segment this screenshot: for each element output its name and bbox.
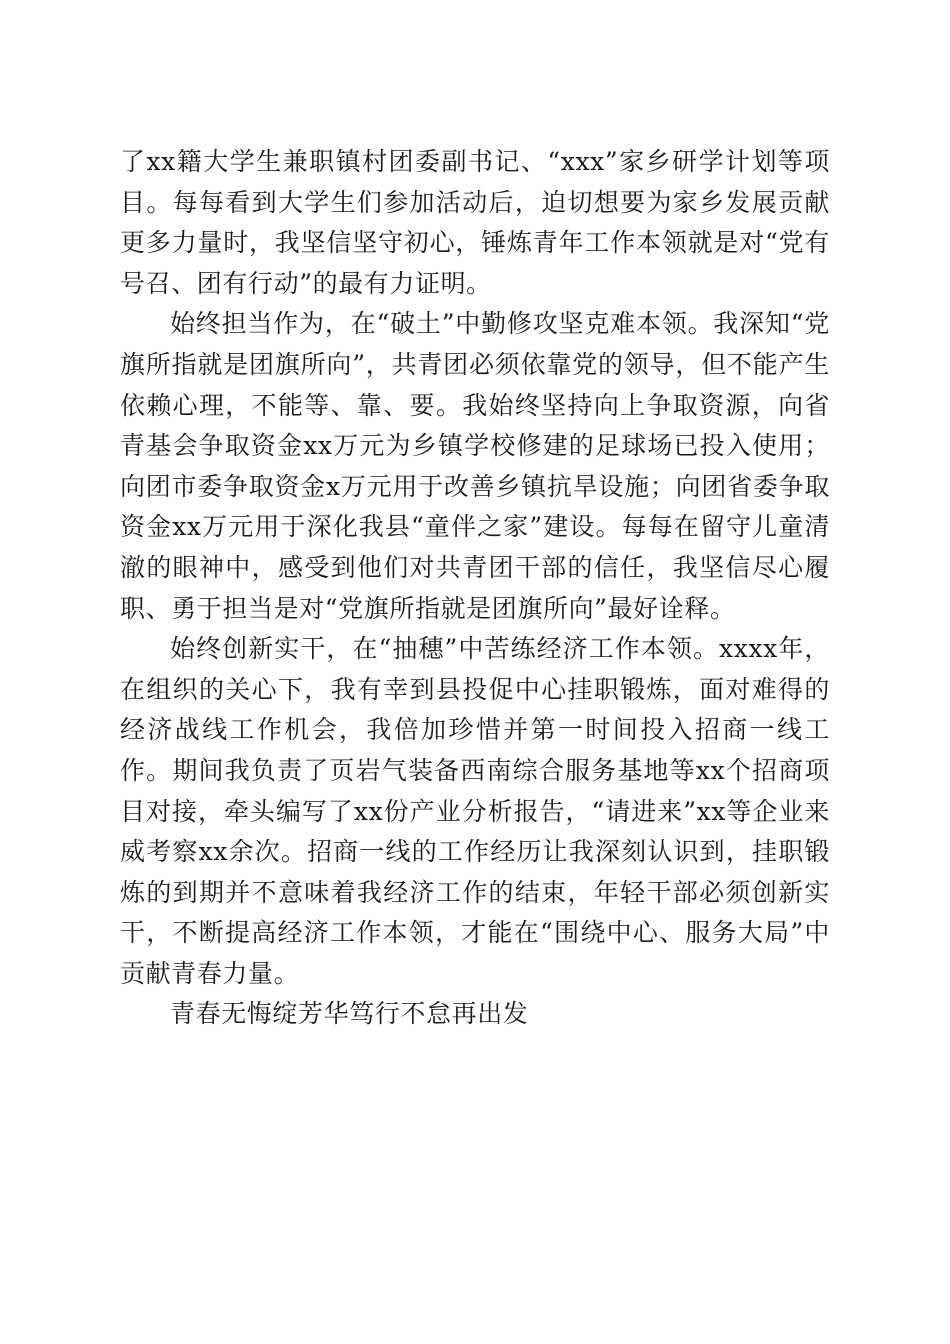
paragraph-1: 了xx籍大学生兼职镇村团委副书记、“xxx”家乡研学计划等项目。每每看到大学生们参加活动后，迫切想要为家乡发展贡献更多力量时，我坚信坚守初心，锤炼青年工作本领就是对“党有号召、团有行动”的最有力证明。 [120,147,830,298]
paragraph-2: 始终担当作为，在“破土”中勤修攻坚克难本领。我深知“党旗所指就是团旗所向”，共青团必须依靠党的领导，但不能产生依赖心理，不能等、靠、要。我始终坚持向上争取资源，向省青基会争取资金xx万元为乡镇学校修建的足球场已投入使用；向团市委争取资金x万元用于改善乡镇抗旱设施；向团省委争取资金xx万元用于深化我县“童伴之家”建设。每每在留守儿童清澈的眼神中，感受到他们对共青团干部的信任，我坚信尽心履职、勇于担当是对“党旗所指就是团旗所向”最好诠释。 [120,309,830,623]
paragraph-3: 始终创新实干，在“抽穗”中苦练经济工作本领。xxxx年，在组织的关心下，我有幸到县投促中心挂职锻炼，面对难得的经济战线工作机会，我倍加珍惜并第一时间投入招商一线工作。期间我负责了页岩气装备西南综合服务基地等xx个招商项目对接，牵头编写了xx份产业分析报告，“请进来”xx等企业来威考察xx余次。招商一线的工作经历让我深刻认识到，挂职锻炼的到期并不意味着我经济工作的结束，年轻干部必须创新实干，不断提高经济工作本领，才能在“围绕中心、服务大局”中贡献青春力量。 [120,634,830,988]
document-page [120,142,830,1035]
section-heading: 青春无悔绽芳华笃行不怠再出发 [170,999,529,1029]
